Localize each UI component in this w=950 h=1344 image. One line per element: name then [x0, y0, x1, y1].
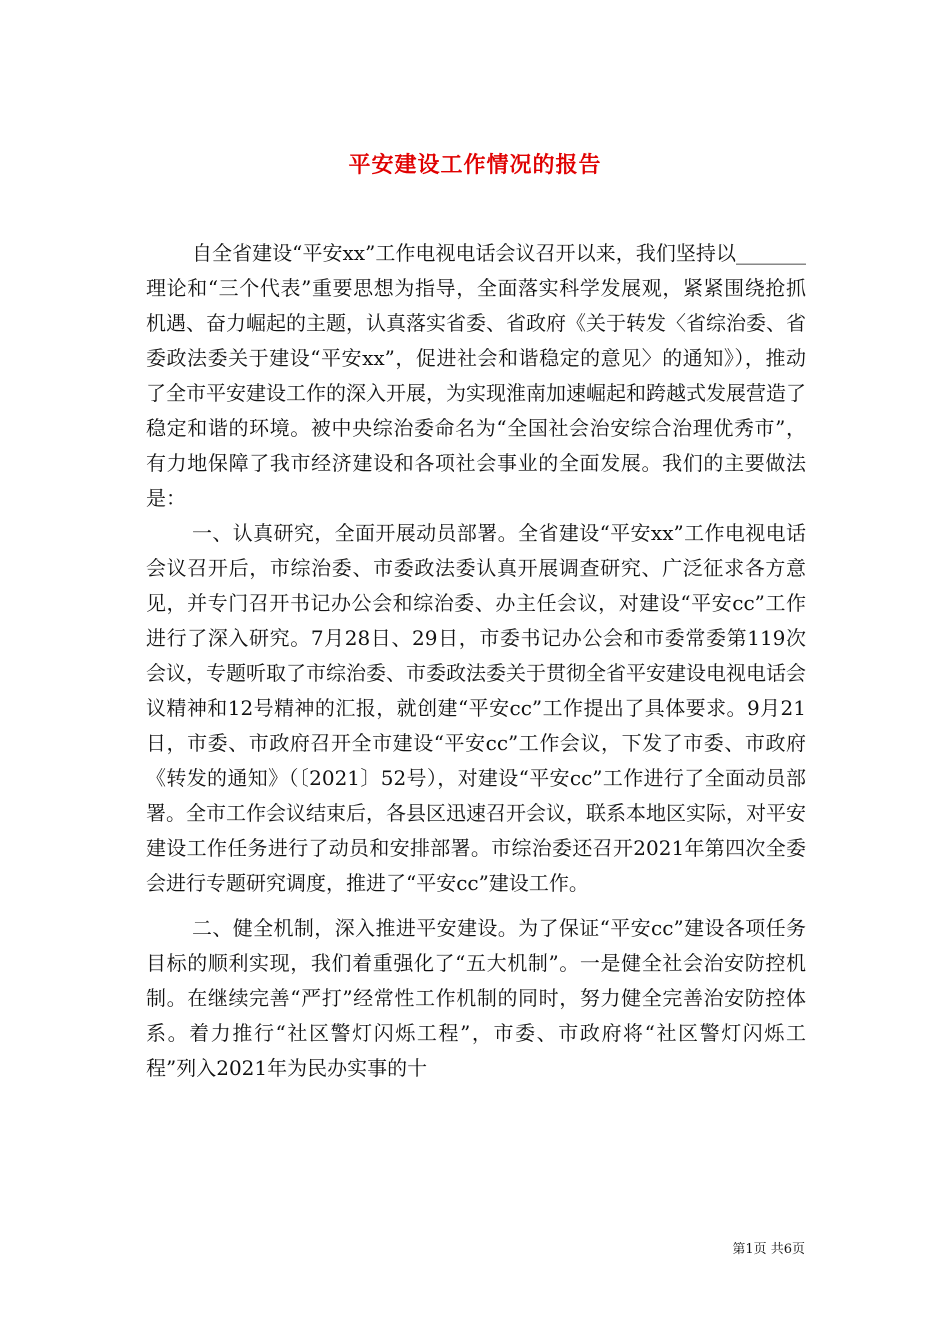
paragraph-section-2: 二、健全机制，深入推进平安建设。为了保证“平安cc”建设各项任务目标的顺利实现，我们着重强化了“五大机制”。一是健全社会治安防控机制。在继续完善“严打”经常性工作机制的同时，努力健全完善治安防控体系。着力推行“社区警灯闪烁工程”，市委、市政府将“社区警灯闪烁工程”列入2021年为民办实事的十 — [146, 916, 806, 1080]
document-body — [146, 236, 806, 1086]
paragraph-intro: 自全省建设“平安xx”工作电视电话会议召开以来，我们坚持以_______理论和“三个代表”重要思想为指导，全面落实科学发展观，紧紧围绕抢抓机遇、奋力崛起的主题，认真落实省委、省政府《关于转发〈省综治委、省委政法委关于建设“平安xx”，促进社会和谐稳定的意见〉的通知》），推动了全市平安建设工作的深入开展，为实现淮南加速崛起和跨越式发展营造了稳定和谐的环境。被中央综治委命名为“全国社会治安综合治理优秀市”，有力地保障了我市经济建设和各项社会事业的全面发展。我们的主要做法是： — [146, 241, 806, 510]
page-number-footer: 第1页 共6页 — [732, 1242, 805, 1257]
paragraph-section-1: 一、认真研究，全面开展动员部署。全省建设“平安xx”工作电视电话会议召开后，市综治委、市委政法委认真开展调查研究、广泛征求各方意见，并专门召开书记办公会和综治委、办主任会议，对建设“平安cc”工作进行了深入研究。7月28日、29日，市委书记办公会和市委常委第119次会议，专题听取了市综治委、市委政法委关于贯彻全省平安建设电视电话会议精神和12号精神的汇报，就创建“平安cc”工作提出了具体要求。9月21日，市委、市政府召开全市建设“平安cc”工作会议，下发了市委、市政府《转发的通知》（〔2021〕52号），对建设“平安cc”工作进行了全面动员部署。全市工作会议结束后，各县区迅速召开会议，联系本地区实际，对平安建设工作任务进行了动员和安排部署。市综治委还召开2021年第四次全委会进行专题研究调度，推进了“平安cc”建设工作。 — [146, 521, 806, 895]
document-title: 平安建设工作情况的报告 — [348, 151, 602, 178]
